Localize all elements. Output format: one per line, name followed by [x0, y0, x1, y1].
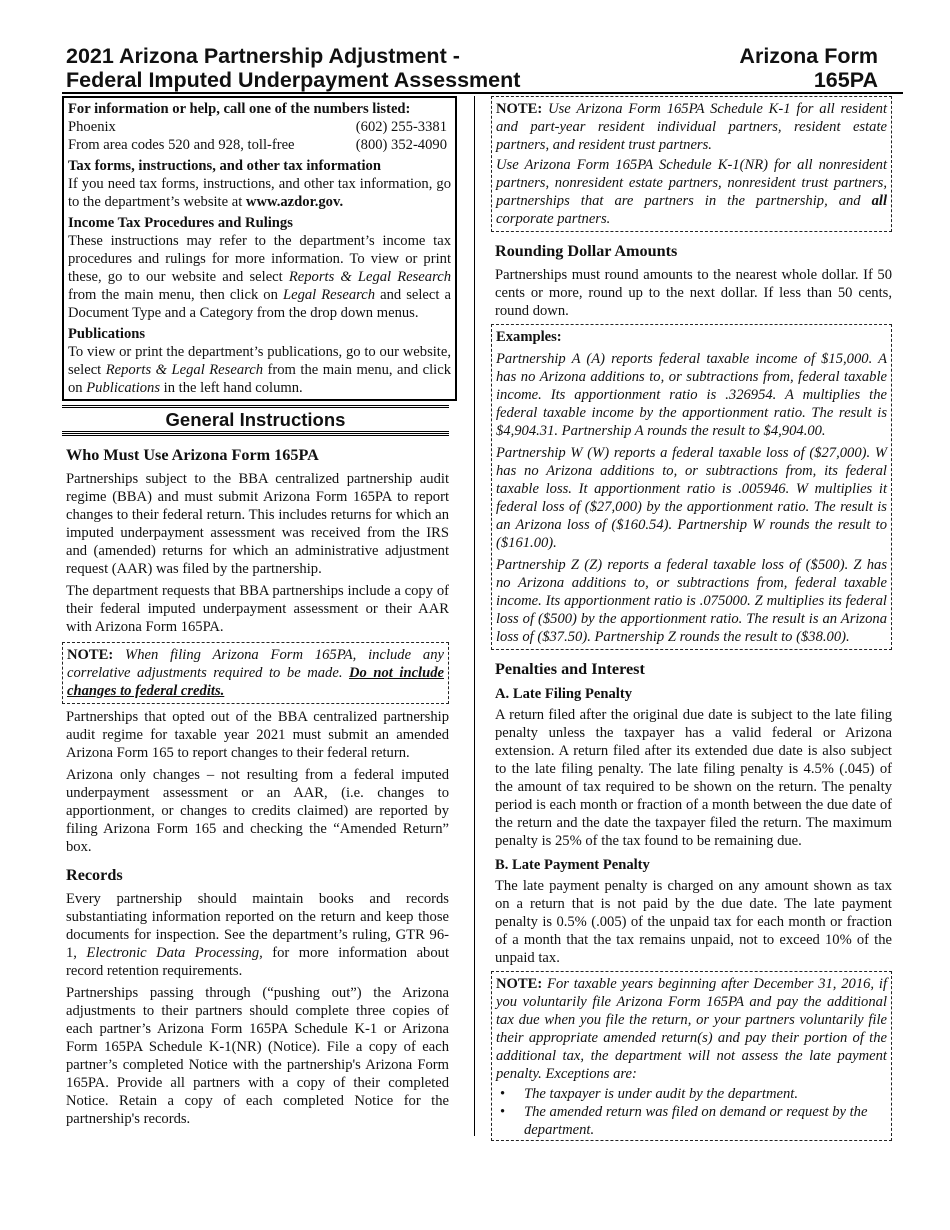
records-body-1: Every partnership should maintain books and records substantiating information reported on the return and keep those documents for inspection. See the department’s ruling, GTR 96-1, — [66, 891, 449, 961]
bullet: • — [500, 1086, 506, 1102]
procedures-heading: Income Tax Procedures and Rulings — [68, 215, 293, 231]
phone-number: (800) 352-4090 — [355, 137, 447, 153]
page-header — [66, 44, 902, 96]
list-item — [496, 1103, 887, 1139]
note-body-end: corporate partners. — [496, 211, 611, 227]
note-label: NOTE: — [67, 647, 114, 663]
example-partnership-w: Partnership W (W) reports a federal taxable loss of ($27,000). W has no Arizona additions to, or subtractions from, its federal taxable loss. It apportionment ratio is .005946. W multiplies it federal loss of ($27,000) by the apportionment ratio. The result is an Arizona loss of ($160.54). Partnership W rounds the result to ($161.00). — [496, 445, 887, 551]
who-must-use-heading: Who Must Use Arizona Form 165PA — [66, 446, 319, 464]
records-paragraph — [66, 890, 449, 980]
publications-body-2: from the main menu, and click on — [68, 362, 451, 396]
publications-ref: Publications — [86, 380, 161, 396]
left-column — [66, 96, 449, 1132]
note-text — [496, 100, 887, 154]
gtr-title: Electronic Data Processing, — [86, 945, 263, 961]
note-body: Use Arizona Form 165PA Schedule K-1 for all resident and part-year resident individual partners, resident estate partners, and resident trust partners. — [496, 101, 887, 153]
examples-box — [491, 324, 892, 650]
note-body: Use Arizona Form 165PA Schedule K-1(NR) for all nonresident partners, nonresident estate partners, nonresident trust partners, partnerships that are partners in the partnership, and — [496, 157, 887, 209]
rounding-paragraph: Partnerships must round amounts to the nearest whole dollar. If 50 cents or more, round up to the next dollar. If less than 50 cents, round down. — [495, 267, 892, 319]
phone-row — [68, 118, 451, 136]
legal-research-ref: Legal Research — [282, 287, 376, 303]
who-must-use-paragraph: Partnerships subject to the BBA centralized partnership audit regime (BBA) and must submit Arizona Form 165PA to report changes to their federal return. This includes returns for which an imputed underpayment assessment was received from the IRS and (amended) returns for which an administrative adjustment request (AAR) was filed by the partnership. — [66, 471, 449, 577]
penalties-heading: Penalties and Interest — [495, 660, 645, 678]
rounding-heading: Rounding Dollar Amounts — [495, 242, 678, 260]
records-body-2: for more information about record retention requirements. — [66, 945, 449, 979]
phone-row — [68, 136, 451, 154]
note-body: When filing Arizona Form 165PA, include any correlative adjustments required to be made. — [67, 647, 444, 681]
phone-label: From area codes 520 and 928, toll-free — [68, 137, 295, 153]
help-heading: For information or help, call one of the numbers listed: — [68, 101, 411, 117]
form-id: 165PA — [813, 68, 878, 92]
exceptions-list — [496, 1085, 887, 1139]
reports-legal-research-ref: Reports & Legal Research — [288, 269, 451, 285]
list-item — [496, 1085, 887, 1103]
opt-out-paragraph: Partnerships that opted out of the BBA centralized partnership audit regime for taxable year 2021 must submit an amended Arizona Form 165 to report changes to their federal return. — [66, 709, 449, 761]
note-emphasis: all — [871, 193, 887, 209]
title-line-1: 2021 Arizona Partnership Adjustment - — [66, 44, 460, 68]
note-label: NOTE: — [496, 101, 543, 117]
arizona-only-paragraph: Arizona only changes – not resulting from a federal imputed underpayment assessment or an AAR, (i.e. changes to apportionment, or changes to credits claimed) are reported by filing Arizona Form 165 and checking the “Amended Return” box. — [66, 767, 449, 855]
general-instructions-banner — [62, 405, 449, 436]
column-divider — [474, 96, 475, 1136]
late-payment-paragraph: The late payment penalty is charged on any amount shown as tax on a return that is not paid by the due date. The late payment penalty is 0.5% (.005) of the unpaid tax for each month or fraction of a month that the tax remains unpaid, not to exceed 10% of the unpaid tax. — [495, 878, 892, 966]
note-label: NOTE: — [496, 976, 543, 992]
title-line-2: Federal Imputed Underpayment Assessment — [66, 68, 521, 92]
tax-forms-text — [68, 175, 451, 211]
phone-label: Phoenix — [68, 119, 116, 135]
procedures-text — [68, 232, 451, 322]
publications-body-1: To view or print the department’s publications, go to our website, select — [68, 344, 451, 378]
note-text — [496, 975, 887, 1083]
document-title — [66, 44, 520, 92]
note-emphasis: Do not include changes to federal credits. — [67, 665, 444, 699]
note-text — [67, 646, 444, 700]
procedures-body-2: from the main menu, then click on — [68, 287, 283, 303]
push-out-paragraph: Partnerships passing through (“pushing out”) the Arizona adjustments to their partners should complete three copies of each partner’s Arizona Form 165PA Schedule K-1 or Arizona Form 165PA Schedule K-1(NR) (Notice). File a copy of each partner’s completed Notice with the partnership's Arizona Form 165PA. Provide all partners with a copy of their completed Notice. Retain a copy of each completed Notice for the partnership's records. — [66, 985, 449, 1127]
header-rule — [62, 92, 903, 94]
help-info-box — [62, 96, 457, 401]
late-payment-heading: B. Late Payment Penalty — [495, 857, 650, 873]
example-partnership-a: Partnership A (A) reports federal taxable income of $15,000. A has no Arizona additions to, or subtractions from, federal taxable income. Its apportionment ratio is .326954. A multiplies the federal taxable income by the apportionment ratio. The result is $4,904.31. Partnership A rounds the result to $4,904.00. — [496, 351, 887, 439]
example-partnership-z: Partnership Z (Z) reports a federal taxable loss of ($500). Z has no Arizona additions to, or subtractions from, federal taxable income. Its apportionment ratio is .075000. Z multiplies its federal loss of ($500) by the apportionment ratio. The result is an Arizona loss of ($37.50). Partnership Z rounds the result to ($38.00). — [496, 557, 887, 645]
general-instructions-title: General Instructions — [62, 409, 449, 432]
publications-heading: Publications — [68, 326, 146, 342]
note-text-nonresident — [496, 156, 887, 228]
tax-forms-body: If you need tax forms, instructions, and other tax information, go to the department’s website at — [68, 176, 451, 210]
form-number — [739, 44, 878, 92]
note-body: For taxable years beginning after December 31, 2016, if you voluntarily file Arizona Form 165PA and pay the additional tax due when you file the return, or your partners voluntarily file their appropriate amended return(s) and pay their portion of the additional tax, the department will not assess the late payment penalty. Exceptions are: — [496, 976, 887, 1082]
website-link[interactable]: www.azdor.gov. — [245, 194, 344, 210]
records-heading: Records — [66, 866, 123, 884]
late-filing-paragraph: A return filed after the original due date is subject to the late filing penalty unless the taxpayer has a valid federal or Arizona extension. A return filed after its extended due date is also subject to the late filing penalty. The late filing penalty is 4.5% (.045) of the amount of tax required to be shown on the return. The penalty period is each month or fraction of a month between the due date of the return and the date the taxpayer filed the return. The maximum penalty is 25% of the tax found to be remaining due. — [495, 707, 892, 849]
phone-number: (602) 255-3381 — [355, 119, 447, 135]
examples-label: Examples: — [496, 329, 562, 345]
exception-text: The amended return was filed on demand or request by the department. — [524, 1104, 868, 1138]
note-box-correlative — [62, 642, 449, 704]
publications-body-3: in the left hand column. — [160, 380, 303, 396]
procedures-body-1: These instructions may refer to the department’s income tax procedures and rulings for more information. To view or print these, go to our website and select — [68, 233, 451, 285]
exception-text: The taxpayer is under audit by the department. — [524, 1086, 798, 1102]
note-box-voluntary-filing — [491, 971, 892, 1141]
bullet: • — [500, 1104, 506, 1120]
right-column — [495, 96, 892, 1141]
late-filing-heading: A. Late Filing Penalty — [495, 686, 633, 702]
reports-legal-research-ref: Reports & Legal Research — [105, 362, 264, 378]
tax-forms-heading: Tax forms, instructions, and other tax information — [68, 158, 381, 174]
copy-request-paragraph: The department requests that BBA partnerships include a copy of their federal imputed underpayment assessment or their AAR with Arizona Form 165PA. — [66, 583, 449, 635]
form-label: Arizona Form — [739, 44, 878, 68]
procedures-body-3: and select a Document Type and a Category from the drop down menus. — [68, 287, 451, 321]
note-box-schedule-k1 — [491, 96, 892, 232]
publications-text — [68, 343, 451, 397]
